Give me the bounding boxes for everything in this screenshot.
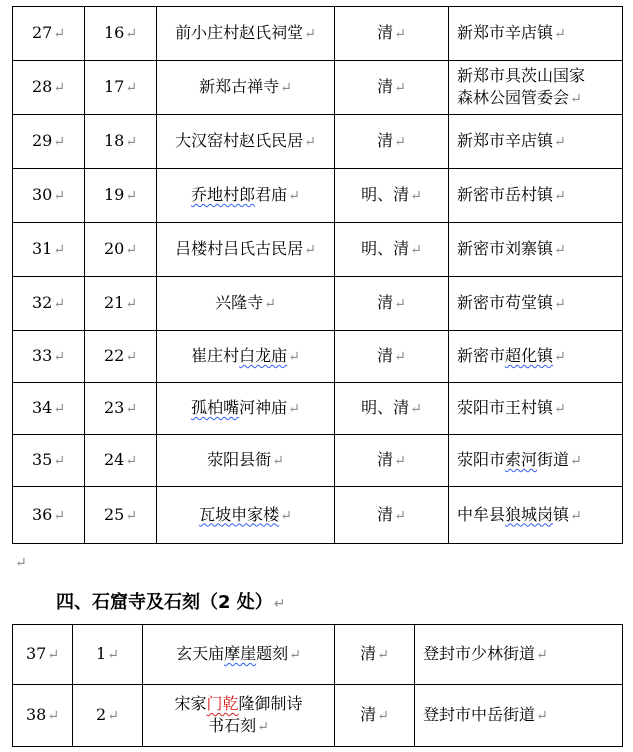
category-number: 24 ↵ [85, 435, 157, 487]
table-row [13, 169, 623, 223]
category-number: 20 ↵ [85, 223, 157, 277]
era: 清 ↵ [335, 331, 449, 383]
row-number: 33 ↵ [13, 331, 85, 383]
row-number: 29 ↵ [13, 115, 85, 169]
row-number: 28 ↵ [13, 61, 85, 115]
table-row [13, 625, 623, 685]
location: 荥阳市王村镇 ↵ [449, 383, 623, 435]
table-row [13, 435, 623, 487]
era: 清 ↵ [335, 115, 449, 169]
era: 明、清 ↵ [335, 223, 449, 277]
site-name: 新郑古禅寺 ↵ [157, 61, 335, 115]
category-number: 1 ↵ [73, 625, 143, 685]
site-name: 荥阳县衙 ↵ [157, 435, 335, 487]
row-number: 34 ↵ [13, 383, 85, 435]
category-number: 17 ↵ [85, 61, 157, 115]
location: 新郑市辛店镇 ↵ [449, 115, 623, 169]
category-number: 19 ↵ [85, 169, 157, 223]
site-name: 孤柏嘴河神庙 ↵ [157, 383, 335, 435]
heritage-table-continued [12, 6, 623, 544]
location: 登封市中岳街道 ↵ [415, 685, 623, 747]
site-name: 兴隆寺 ↵ [157, 277, 335, 331]
site-name: 前小庄村赵氏祠堂 ↵ [157, 7, 335, 61]
site-name: 大汉窑村赵氏民居 ↵ [157, 115, 335, 169]
site-name: 崔庄村白龙庙 ↵ [157, 331, 335, 383]
row-number: 27 ↵ [13, 7, 85, 61]
era: 明、清 ↵ [335, 383, 449, 435]
category-number: 21 ↵ [85, 277, 157, 331]
table-row [13, 277, 623, 331]
row-number: 32 ↵ [13, 277, 85, 331]
row-number: 36 ↵ [13, 487, 85, 544]
era: 清 ↵ [335, 685, 415, 747]
location: 新密市苟堂镇 ↵ [449, 277, 623, 331]
cave-temple-stone-carving-table [12, 624, 623, 747]
site-name: 瓦坡申家楼 ↵ [157, 487, 335, 544]
site-name: 吕楼村吕氏古民居 ↵ [157, 223, 335, 277]
table-row [13, 383, 623, 435]
category-number: 18 ↵ [85, 115, 157, 169]
row-number: 38 ↵ [13, 685, 73, 747]
empty-paragraph-mark [14, 552, 27, 571]
table-row [13, 685, 623, 747]
era: 清 ↵ [335, 7, 449, 61]
location: 荥阳市索河街道 ↵ [449, 435, 623, 487]
table-row [13, 61, 623, 115]
era: 清 ↵ [335, 435, 449, 487]
site-name: 玄天庙摩崖题刻 ↵ [143, 625, 335, 685]
table-row [13, 115, 623, 169]
era: 明、清 ↵ [335, 169, 449, 223]
table-row [13, 7, 623, 61]
era: 清 ↵ [335, 61, 449, 115]
category-number: 2 ↵ [73, 685, 143, 747]
location: 新密市刘寨镇 ↵ [449, 223, 623, 277]
site-name: 宋家门乾隆御制诗 书石刻 ↵ [143, 685, 335, 747]
category-number: 23 ↵ [85, 383, 157, 435]
table-row [13, 487, 623, 544]
row-number: 37 ↵ [13, 625, 73, 685]
location: 新郑市具茨山国家 森林公园管委会 ↵ [449, 61, 623, 115]
era: 清 ↵ [335, 625, 415, 685]
category-number: 22 ↵ [85, 331, 157, 383]
table-row [13, 223, 623, 277]
row-number: 35 ↵ [13, 435, 85, 487]
section-heading: 四、石窟寺及石刻（2 处） ↵ [56, 590, 286, 617]
location: 新郑市辛店镇 ↵ [449, 7, 623, 61]
location: 新密市岳村镇 ↵ [449, 169, 623, 223]
row-number: 31 ↵ [13, 223, 85, 277]
category-number: 16 ↵ [85, 7, 157, 61]
location: 新密市超化镇 ↵ [449, 331, 623, 383]
era: 清 ↵ [335, 487, 449, 544]
site-name: 乔地村郎君庙 ↵ [157, 169, 335, 223]
location: 中牟县狼城岗镇 ↵ [449, 487, 623, 544]
row-number: 30 ↵ [13, 169, 85, 223]
location: 登封市少林街道 ↵ [415, 625, 623, 685]
category-number: 25 ↵ [85, 487, 157, 544]
table-row [13, 331, 623, 383]
era: 清 ↵ [335, 277, 449, 331]
